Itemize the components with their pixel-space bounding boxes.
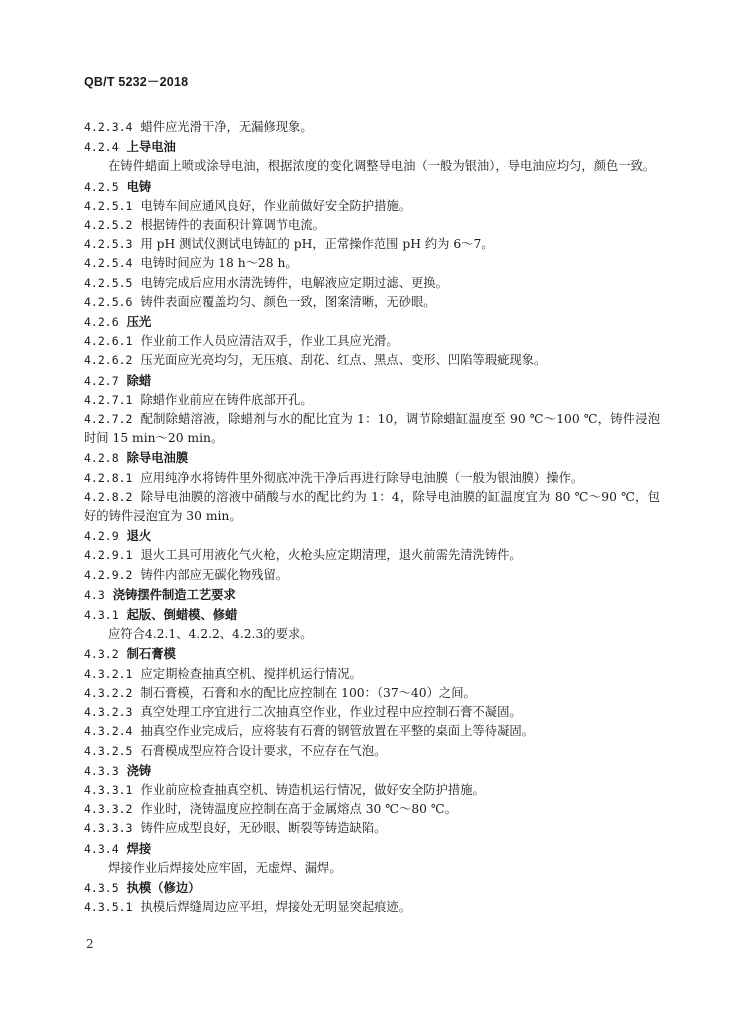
clause-text: 蜡件应光滑干净，无漏修现象。 — [140, 120, 313, 134]
clause — [84, 235, 660, 254]
clause-number: 4.3 — [84, 587, 105, 602]
clause — [84, 800, 660, 819]
clause-number: 4.2.5.2 — [84, 218, 133, 233]
clause-text: 除导电油膜 — [126, 450, 189, 466]
clause-text: 浇铸摆件制造工艺要求 — [112, 586, 236, 602]
clause-number: 4.2.5.5 — [84, 275, 133, 290]
clause — [84, 566, 660, 585]
clause — [84, 118, 660, 137]
clause — [84, 254, 660, 273]
clause-number: 4.3.1 — [84, 608, 119, 623]
clause-text: 在铸件蜡面上喷或涂导电油，根据浓度的变化调整导电油（一般为银油），导电油应均匀，颜色一致。 — [108, 159, 656, 174]
clause-text: 应符合4.2.1、4.2.2、4.2.3的要求。 — [108, 627, 313, 642]
clause-number: 4.2.6.2 — [84, 353, 133, 368]
clause-number: 4.2.8.2 — [84, 489, 133, 504]
clause — [84, 898, 660, 917]
clause-text: 作业前应检查抽真空机、铸造机运行情况，做好安全防护措施。 — [140, 782, 485, 797]
clause-number: 4.2.5.3 — [84, 237, 133, 252]
clause-text: 铸件应成型良好，无砂眼、断裂等铸造缺陷。 — [140, 821, 387, 836]
clause — [84, 410, 660, 448]
clause-text: 石膏模成型应符合设计要求，不应存在气泡。 — [140, 743, 387, 758]
clause-number: 4.2.3.4 — [84, 120, 133, 134]
clause-number: 4.3.2.2 — [84, 685, 133, 700]
clause-number: 4.2.7 — [84, 373, 119, 388]
clause-number: 4.2.9 — [84, 529, 119, 544]
section-heading — [84, 585, 660, 605]
clause-number: 4.2.5 — [84, 179, 119, 194]
clause-text: 压光面应光亮均匀，无压痕、刮花、红点、黑点、变形、凹陷等瑕疵现象。 — [140, 353, 547, 368]
clause-text: 电铸车间应通风良好，作业前做好安全防护措施。 — [140, 198, 412, 213]
paragraph — [84, 625, 660, 644]
section-heading — [84, 448, 660, 468]
clause-text: 除蜡作业前应在铸件底部开孔。 — [140, 392, 313, 407]
clause — [84, 684, 660, 703]
clause-number: 4.2.5.6 — [84, 294, 133, 309]
clause-text: 铸件内部应无碳化物残留。 — [140, 567, 289, 582]
clause-text: 应定期检查抽真空机、搅拌机运行情况。 — [140, 666, 362, 681]
clause-text: 抽真空作业完成后，应将装有石膏的钢管放置在平整的桌面上等待凝固。 — [140, 724, 534, 739]
clause-text: 浇铸 — [126, 762, 152, 778]
page-number: 2 — [86, 937, 94, 951]
clause-text: 电铸时间应为 18 h～28 h。 — [140, 256, 298, 271]
clause-number: 4.2.5.1 — [84, 198, 133, 213]
clause-text: 制石膏模，石膏和水的配比应控制在 100：（37～40）之间。 — [140, 685, 476, 700]
section-heading — [84, 371, 660, 391]
clause — [84, 274, 660, 293]
section-heading — [84, 605, 660, 625]
clause — [84, 665, 660, 684]
section-heading — [84, 644, 660, 664]
clause-number: 4.2.5.4 — [84, 256, 133, 271]
section-heading — [84, 878, 660, 898]
section-heading — [84, 312, 660, 332]
clause — [84, 391, 660, 410]
clause-text: 作业时，浇铸温度应控制在高于金属熔点 30 ℃～80 ℃。 — [140, 802, 457, 817]
clause-text: 用 pH 测试仪测试电铸缸的 pH，正常操作范围 pH 约为 6～7。 — [140, 237, 494, 252]
clause — [84, 722, 660, 741]
clause-number: 4.2.4 — [84, 140, 119, 155]
clause-text: 执模（修边） — [126, 879, 201, 895]
clause-text: 压光 — [126, 314, 152, 330]
clause — [84, 469, 660, 488]
clause — [84, 332, 660, 351]
clause — [84, 197, 660, 216]
clause-text: 作业前工作人员应清洁双手，作业工具应光滑。 — [140, 334, 399, 349]
clause-text: 铸件表面应覆盖均匀、颜色一致，图案清晰，无砂眼。 — [140, 294, 436, 309]
document-body — [84, 118, 660, 917]
clause-number: 4.3.3.3 — [84, 821, 133, 836]
clause-text: 执模后焊缝周边应平坦，焊接处无明显突起痕迹。 — [140, 900, 412, 915]
section-heading — [84, 526, 660, 546]
clause-text: 电铸 — [126, 178, 152, 194]
paragraph — [84, 859, 660, 878]
clause-number: 4.3.2 — [84, 647, 119, 662]
standard-code-header: QB/T 5232－2018 — [84, 75, 189, 89]
clause-number: 4.3.4 — [84, 841, 119, 856]
clause-text: 焊接作业后焊接处应牢固，无虚焊、漏焊。 — [108, 860, 342, 875]
section-heading — [84, 761, 660, 781]
clause-text: 除蜡 — [126, 372, 152, 388]
clause — [84, 546, 660, 565]
clause-number: 4.2.9.2 — [84, 567, 133, 582]
clause — [84, 703, 660, 722]
clause-number: 4.2.9.1 — [84, 548, 133, 563]
clause — [84, 488, 660, 526]
clause-number: 4.3.5.1 — [84, 900, 133, 915]
clause-number: 4.2.8.1 — [84, 470, 133, 485]
clause-number: 4.2.7.2 — [84, 412, 133, 427]
clause-number: 4.2.8 — [84, 451, 119, 466]
clause-text: 起版、倒蜡模、修蜡 — [126, 607, 238, 623]
section-heading — [84, 137, 660, 157]
clause — [84, 742, 660, 761]
clause-number: 4.3.2.3 — [84, 705, 133, 720]
clause-text: 电铸完成后应用水清洗铸件，电解液应定期过滤、更换。 — [140, 275, 448, 290]
clause — [84, 293, 660, 312]
clause-text: 配制除蜡溶液，除蜡剂与水的配比宜为 1：10，调节除蜡缸温度至 90 ℃～100 ℃，铸件浸泡时间 15 min～20 min。 — [84, 412, 660, 446]
clause-number: 4.3.5 — [84, 880, 119, 895]
clause — [84, 351, 660, 370]
clause-text: 制石膏模 — [126, 646, 176, 662]
clause-number: 4.3.2.4 — [84, 724, 133, 739]
clause-text: 根据铸件的表面积计算调节电流。 — [140, 218, 325, 233]
clause-number: 4.2.6.1 — [84, 334, 133, 349]
clause-text: 真空处理工序宜进行二次抽真空作业，作业过程中应控制石膏不凝固。 — [140, 705, 522, 720]
clause-text: 应用纯净水将铸件里外彻底冲洗干净后再进行除导电油膜（一般为银油膜）操作。 — [140, 470, 584, 485]
clause-number: 4.2.7.1 — [84, 392, 133, 407]
section-heading — [84, 177, 660, 197]
clause-text: 退火工具可用液化气火枪，火枪头应定期清理，退火前需先清洗铸件。 — [140, 548, 522, 563]
clause — [84, 781, 660, 800]
clause-number: 4.3.3.1 — [84, 782, 133, 797]
clause-number: 4.3.3 — [84, 763, 119, 778]
paragraph — [84, 157, 660, 176]
clause-number: 4.3.2.5 — [84, 743, 133, 758]
section-heading — [84, 839, 660, 859]
clause-number: 4.2.6 — [84, 315, 119, 330]
clause-text: 上导电油 — [126, 139, 176, 155]
clause-text: 焊接 — [126, 840, 152, 856]
clause-text: 除导电油膜的溶液中硝酸与水的配比约为 1：4，除导电油膜的缸温度宜为 80 ℃～90 ℃，包好的铸件浸泡宜为 30 min。 — [84, 489, 660, 524]
clause-text: 退火 — [126, 528, 152, 544]
clause — [84, 216, 660, 235]
clause-number: 4.3.3.2 — [84, 802, 133, 817]
clause — [84, 819, 660, 838]
clause-number: 4.3.2.1 — [84, 666, 133, 681]
